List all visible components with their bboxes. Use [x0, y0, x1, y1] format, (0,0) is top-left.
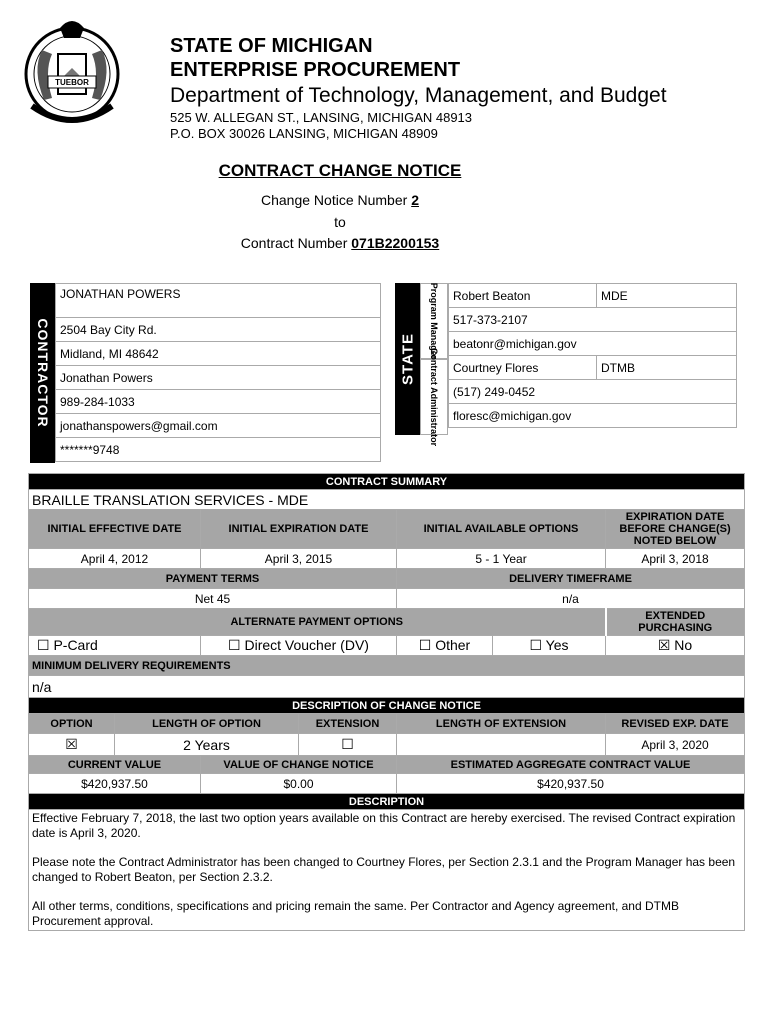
contractor-table	[55, 283, 381, 462]
payment-terms-label: PAYMENT TERMS	[29, 569, 397, 589]
notice-title: CONTRACT CHANGE NOTICE	[218, 161, 462, 180]
change-number: 2	[411, 192, 419, 208]
state-side-label: STATE	[395, 283, 420, 435]
contract-description: BRAILLE TRANSLATION SERVICES - MDE	[29, 490, 745, 510]
agency-header	[170, 34, 667, 142]
direct-voucher-checkbox[interactable]: ☐ Direct Voucher (DV)	[201, 636, 397, 656]
col-length-of-option: LENGTH OF OPTION	[115, 714, 299, 734]
contract-summary-table	[28, 473, 745, 931]
ca-agency: DTMB	[597, 356, 737, 380]
option-checkbox[interactable]: ☒	[29, 734, 115, 756]
description-paragraph-1: Effective February 7, 2018, the last two option years available on this Contract are hereby exercised. The revised Contract expiration date is April 3, 2020.	[32, 811, 736, 840]
extended-purchasing-label: EXTENDED PURCHASING	[606, 609, 745, 636]
initial-effective-date: April 4, 2012	[29, 549, 201, 569]
col-current-value: CURRENT VALUE	[29, 756, 201, 774]
pm-email: beatonr@michigan.gov	[449, 332, 737, 356]
col-extension: EXTENSION	[299, 714, 397, 734]
pm-agency: MDE	[597, 284, 737, 308]
change-notice-heading: DESCRIPTION OF CHANGE NOTICE	[29, 698, 745, 714]
alternate-payment-label: ALTERNATE PAYMENT OPTIONS	[29, 609, 606, 636]
contractor-phone: 989-284-1033	[56, 390, 381, 414]
contractor-name: JONATHAN POWERS	[56, 284, 381, 318]
extension-checkbox[interactable]: ☐	[299, 734, 397, 756]
col-estimated-aggregate: ESTIMATED AGGREGATE CONTRACT VALUE	[397, 756, 745, 774]
length-of-extension	[397, 734, 606, 756]
pm-name: Robert Beaton	[449, 284, 597, 308]
description-paragraph-3: All other terms, conditions, specifications and pricing remain the same. Per Contractor and Agency agreement, and DTMB Procurement approval.	[32, 899, 679, 928]
po-box-address: P.O. BOX 30026 LANSING, MICHIGAN 48909	[170, 126, 438, 141]
delivery-timeframe-label: DELIVERY TIMEFRAME	[397, 569, 745, 589]
contractor-street: 2504 Bay City Rd.	[56, 318, 381, 342]
col-value-of-change: VALUE OF CHANGE NOTICE	[201, 756, 397, 774]
ca-name: Courtney Flores	[449, 356, 597, 380]
col-length-of-extension: LENGTH OF EXTENSION	[397, 714, 606, 734]
col-initial-expiration: INITIAL EXPIRATION DATE	[201, 510, 397, 549]
department-title: Department of Technology, Management, and Budget	[170, 84, 667, 107]
to-line: to	[334, 214, 346, 230]
contractor-email: jonathanspowers@gmail.com	[56, 414, 381, 438]
contract-number: 071B2200153	[351, 235, 440, 251]
contractor-side-label: CONTRACTOR	[30, 283, 55, 463]
program-manager-label: Program Manager	[420, 283, 448, 359]
procurement-title: ENTERPRISE PROCUREMENT	[170, 59, 461, 81]
initial-available-options: 5 - 1 Year	[397, 549, 606, 569]
value-of-change: $0.00	[201, 774, 397, 794]
ca-phone: (517) 249-0452	[449, 380, 737, 404]
description-body	[29, 810, 745, 931]
col-expiration-before: EXPIRATION DATE BEFORE CHANGE(S) NOTED BELOW	[606, 510, 745, 549]
contract-number-line: Contract Number 071B2200153	[240, 235, 440, 251]
contractor-vendor-id: *******9748	[56, 438, 381, 462]
summary-heading: CONTRACT SUMMARY	[29, 474, 745, 490]
contractor-contact: Jonathan Powers	[56, 366, 381, 390]
change-number-line: Change Notice Number 2	[261, 192, 419, 208]
current-value: $420,937.50	[29, 774, 201, 794]
contractor-city: Midland, MI 48642	[56, 342, 381, 366]
extended-no-checkbox[interactable]: ☒ No	[606, 636, 745, 656]
revised-exp-date: April 3, 2020	[606, 734, 745, 756]
min-delivery-value: n/a	[29, 676, 745, 698]
ca-email: floresc@michigan.gov	[449, 404, 737, 428]
contract-administrator-label: Contract Administrator	[420, 359, 448, 435]
expiration-before-change: April 3, 2018	[606, 549, 745, 569]
col-revised-exp-date: REVISED EXP. DATE	[606, 714, 745, 734]
col-initial-effective: INITIAL EFFECTIVE DATE	[29, 510, 201, 549]
length-of-option: 2 Years	[115, 734, 299, 756]
col-initial-options: INITIAL AVAILABLE OPTIONS	[397, 510, 606, 549]
estimated-aggregate-value: $420,937.50	[397, 774, 745, 794]
state-title: STATE OF MICHIGAN	[170, 35, 373, 57]
description-paragraph-2: Please note the Contract Administrator has been changed to Courtney Flores, per Section 2.3.1 and the Program Manager has been changed to Robert Beaton, per Section 2.3.2.	[32, 855, 736, 884]
other-checkbox[interactable]: ☐ Other	[397, 636, 493, 656]
pm-phone: 517-373-2107	[449, 308, 737, 332]
col-option: OPTION	[29, 714, 115, 734]
michigan-seal-icon	[22, 10, 122, 138]
delivery-timeframe: n/a	[397, 589, 745, 609]
extended-yes-checkbox[interactable]: ☐ Yes	[493, 636, 606, 656]
street-address: 525 W. ALLEGAN ST., LANSING, MICHIGAN 48913	[170, 110, 473, 125]
state-contacts-table	[448, 283, 737, 428]
svg-text:TUEBOR: TUEBOR	[55, 78, 89, 87]
payment-terms: Net 45	[29, 589, 397, 609]
description-heading: DESCRIPTION	[29, 794, 745, 810]
pcard-checkbox[interactable]: ☐ P-Card	[29, 636, 201, 656]
initial-expiration-date: April 3, 2015	[201, 549, 397, 569]
min-delivery-label: MINIMUM DELIVERY REQUIREMENTS	[29, 656, 745, 676]
